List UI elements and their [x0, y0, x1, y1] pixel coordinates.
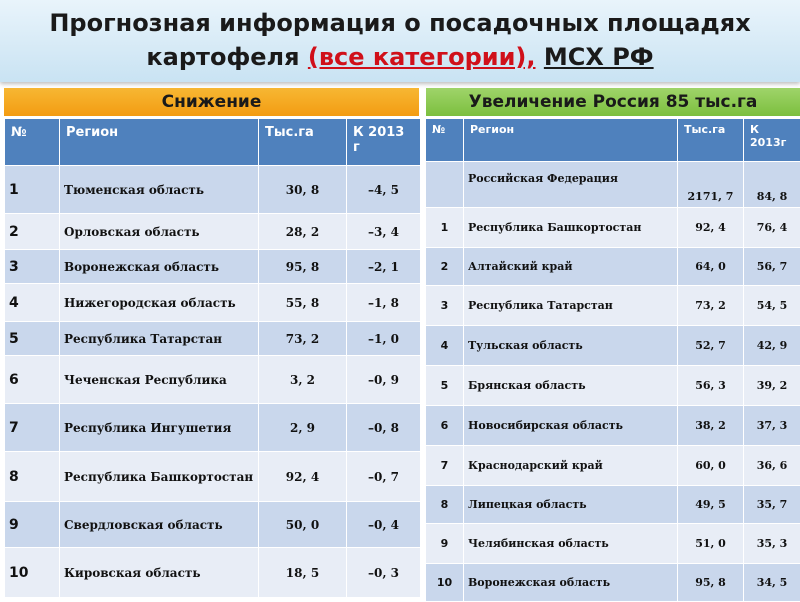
- row-region: Алтайский край: [464, 248, 678, 286]
- header-region: Регион: [60, 119, 259, 166]
- table-row: [5, 284, 421, 322]
- row-change: 34, 5: [744, 564, 800, 602]
- table-row: [5, 452, 421, 502]
- row-change: 35, 7: [744, 486, 800, 524]
- row-value: 28, 2: [259, 214, 347, 250]
- decrease-band: Снижение: [4, 88, 419, 116]
- table-row: [426, 162, 800, 208]
- table-row: [426, 366, 800, 406]
- row-region: Новосибирская область: [464, 406, 678, 446]
- row-change: –0, 9: [347, 356, 421, 404]
- row-number: 4: [5, 284, 60, 322]
- table-row: [5, 548, 421, 598]
- row-region: Российская Федерация: [464, 162, 678, 208]
- row-number: 4: [426, 326, 464, 366]
- row-region: Орловская область: [60, 214, 259, 250]
- row-number: 8: [426, 486, 464, 524]
- row-region: Краснодарский край: [464, 446, 678, 486]
- row-change: –0, 8: [347, 404, 421, 452]
- row-value: 52, 7: [678, 326, 744, 366]
- row-value: 73, 2: [678, 286, 744, 326]
- row-value: 56, 3: [678, 366, 744, 406]
- row-region: Воронежская область: [464, 564, 678, 602]
- row-value: 30, 8: [259, 166, 347, 214]
- row-value: 38, 2: [678, 406, 744, 446]
- row-region: Республика Башкортостан: [464, 208, 678, 248]
- decrease-table: [4, 118, 421, 598]
- table-row: [426, 446, 800, 486]
- row-region: Нижегородская область: [60, 284, 259, 322]
- row-region: Воронежская область: [60, 250, 259, 284]
- table-row: [426, 248, 800, 286]
- decrease-table-header: [5, 119, 421, 166]
- row-number: 7: [5, 404, 60, 452]
- row-region: Кировская область: [60, 548, 259, 598]
- row-number: 10: [5, 548, 60, 598]
- row-change: –4, 5: [347, 166, 421, 214]
- header-change: К 2013 г: [347, 119, 421, 166]
- row-region: Тюменская область: [60, 166, 259, 214]
- table-row: [426, 564, 800, 602]
- title-source: МСХ РФ: [544, 43, 654, 71]
- row-number: 7: [426, 446, 464, 486]
- increase-table: [425, 118, 800, 602]
- table-row: [5, 502, 421, 548]
- title-line-2-start: картофеля: [146, 43, 308, 71]
- row-region: Челябинская область: [464, 524, 678, 564]
- row-region: Республика Татарстан: [60, 322, 259, 356]
- row-number: 2: [5, 214, 60, 250]
- row-value: 2171, 7: [678, 162, 744, 208]
- row-region: Республика Башкортостан: [60, 452, 259, 502]
- row-change: 56, 7: [744, 248, 800, 286]
- row-value: 60, 0: [678, 446, 744, 486]
- row-number: 1: [426, 208, 464, 248]
- header-number: №: [5, 119, 60, 166]
- table-row: [426, 406, 800, 446]
- row-number: 5: [5, 322, 60, 356]
- row-change: 54, 5: [744, 286, 800, 326]
- table-row: [426, 208, 800, 248]
- row-value: 18, 5: [259, 548, 347, 598]
- row-change: –2, 1: [347, 250, 421, 284]
- row-change: –1, 8: [347, 284, 421, 322]
- row-change: 84, 8: [744, 162, 800, 208]
- row-change: –0, 7: [347, 452, 421, 502]
- row-number: 3: [5, 250, 60, 284]
- header-number: №: [426, 119, 464, 162]
- table-row: [5, 322, 421, 356]
- table-row: [5, 356, 421, 404]
- row-region: Республика Татарстан: [464, 286, 678, 326]
- header-value: Тыс.га: [259, 119, 347, 166]
- row-value: 92, 4: [259, 452, 347, 502]
- row-value: 2, 9: [259, 404, 347, 452]
- row-region: Республика Ингушетия: [60, 404, 259, 452]
- table-row: [5, 250, 421, 284]
- row-value: 49, 5: [678, 486, 744, 524]
- row-number: 3: [426, 286, 464, 326]
- row-number: 6: [426, 406, 464, 446]
- row-value: 73, 2: [259, 322, 347, 356]
- row-number: 9: [426, 524, 464, 564]
- row-number: 6: [5, 356, 60, 404]
- row-value: 95, 8: [259, 250, 347, 284]
- row-region: Брянская область: [464, 366, 678, 406]
- row-value: 51, 0: [678, 524, 744, 564]
- row-region: Тульская область: [464, 326, 678, 366]
- row-change: 39, 2: [744, 366, 800, 406]
- row-change: –0, 3: [347, 548, 421, 598]
- row-region: Свердловская область: [60, 502, 259, 548]
- row-number: 8: [5, 452, 60, 502]
- title-categories: (все категории),: [308, 43, 536, 71]
- row-change: 76, 4: [744, 208, 800, 248]
- row-region: Чеченская Республика: [60, 356, 259, 404]
- table-row: [5, 404, 421, 452]
- slide-title: [0, 0, 800, 82]
- row-change: 35, 3: [744, 524, 800, 564]
- row-change: 36, 6: [744, 446, 800, 486]
- header-value: Тыс.га: [678, 119, 744, 162]
- table-row: [426, 286, 800, 326]
- row-number: 10: [426, 564, 464, 602]
- row-change: 42, 9: [744, 326, 800, 366]
- row-number: 5: [426, 366, 464, 406]
- row-number: 9: [5, 502, 60, 548]
- row-change: –3, 4: [347, 214, 421, 250]
- row-value: 3, 2: [259, 356, 347, 404]
- row-number: [426, 162, 464, 208]
- row-change: 37, 3: [744, 406, 800, 446]
- row-change: –1, 0: [347, 322, 421, 356]
- table-row: [5, 166, 421, 214]
- row-change: –0, 4: [347, 502, 421, 548]
- table-row: [5, 214, 421, 250]
- header-region: Регион: [464, 119, 678, 162]
- row-value: 55, 8: [259, 284, 347, 322]
- table-row: [426, 486, 800, 524]
- row-region: Липецкая область: [464, 486, 678, 524]
- header-change: К 2013г: [744, 119, 800, 162]
- row-number: 1: [5, 166, 60, 214]
- increase-table-header: [426, 119, 800, 162]
- title-line-1: Прогнозная информация о посадочных площадях: [0, 6, 800, 40]
- row-value: 95, 8: [678, 564, 744, 602]
- row-value: 92, 4: [678, 208, 744, 248]
- title-line-2: [0, 40, 800, 74]
- increase-band: Увеличение Россия 85 тыс.га: [426, 88, 800, 116]
- row-value: 50, 0: [259, 502, 347, 548]
- row-number: 2: [426, 248, 464, 286]
- table-row: [426, 326, 800, 366]
- row-value: 64, 0: [678, 248, 744, 286]
- table-row: [426, 524, 800, 564]
